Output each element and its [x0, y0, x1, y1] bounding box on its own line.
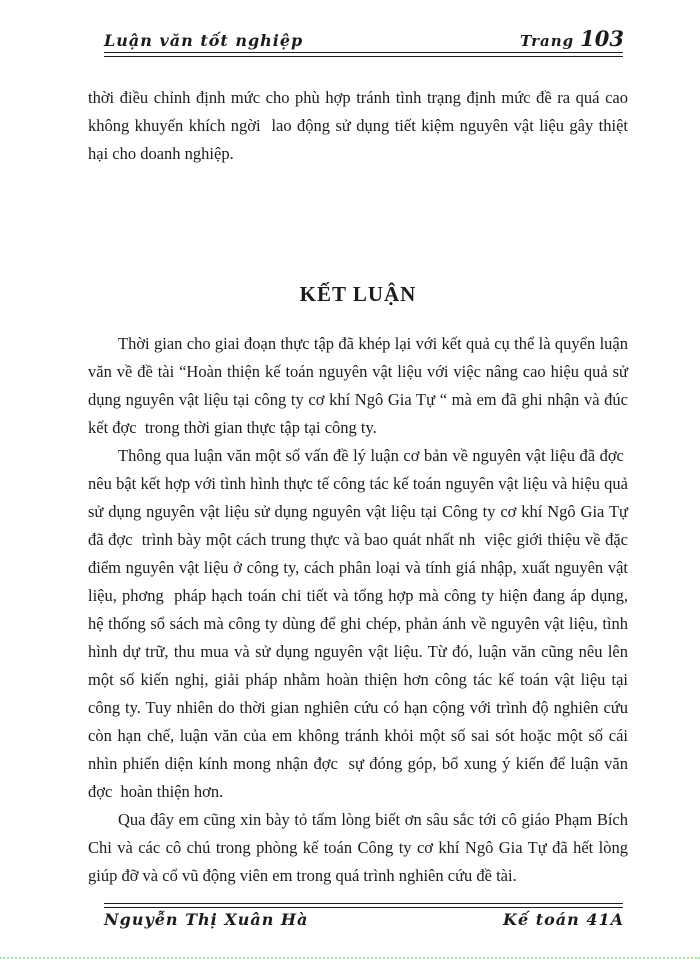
header-page-indicator: [520, 26, 624, 51]
header-page-label: Trang: [520, 32, 575, 50]
conclusion-paragraph-3: Qua đây em cũng xin bày tỏ tấm lòng biết ơn sâu sắc tới cô giáo Phạm Bích Chi và các cô chú trong phòng kế toán Công ty cơ khí Ngô Gia Tự đã hết lòng giúp đỡ và cổ vũ động viên em trong quá trình nghiên cứu đề tài.: [88, 810, 628, 885]
page-footer: [104, 910, 624, 929]
conclusion-heading: KẾT LUẬN: [299, 282, 417, 306]
conclusion-paragraph-2: Thông qua luận văn một số vấn đề lý luận cơ bản về nguyên vật liệu đã đợc nêu bật kết hợp với tình hình thực tế công tác kế toán nguyên vật liệu và hiệu quả sử dụng nguyên vật liệu sử dụng nguyên vật liệu tại Công ty cơ khí Ngô Gia Tự đã đợc trình bày một cách trung thực và bao quát nhất nh việc giới thiệu về đặc điểm nguyên vật liệu ở công ty, cách phân loại và tính giá nhập, xuất nguyên vật liệu, phơng pháp hạch toán chi tiết và tổng hợp mà công ty hiện đang áp dụng, hệ thống sổ sách mà công ty dùng để ghi chép, phản ánh về nguyên vật liệu, tình hình dự trữ, thu mua và sử dụng nguyên vật liệu. Từ đó, luận văn cũng nêu lên một số kiến nghị, giải pháp nhằm hoàn thiện hơn công tác kế toán vật liệu tại công ty. Tuy nhiên do thời gian nghiên cứu có hạn cộng với trình độ nghiên cứu còn hạn chế, luận văn của em không tránh khỏi một số sai sót hoặc một số cái nhìn phiến diện kính mong nhận đợc sự đóng góp, bổ xung ý kiến để luận văn đợc hoàn thiện hơn.: [88, 446, 628, 801]
header-thesis-title: Luận văn tốt nghiệp: [104, 31, 304, 50]
page-header: [104, 26, 624, 51]
footer-class-name: Kế toán 41A: [503, 910, 624, 929]
page-break-dotted-line: [0, 957, 700, 959]
header-page-number: 103: [580, 26, 624, 51]
header-divider-rule: [104, 52, 623, 57]
footer-divider-rule: [104, 903, 623, 908]
document-body: [88, 84, 628, 890]
continued-paragraph: thời điều chỉnh định mức cho phù hợp tránh tình trạng định mức đề ra quá cao không khuyến khích ngời lao động sử dụng tiết kiệm nguyên vật liệu gây thiệt hại cho doanh nghiệp.: [88, 88, 628, 163]
footer-author-name: Nguyễn Thị Xuân Hà: [104, 910, 309, 929]
conclusion-paragraph-1: Thời gian cho giai đoạn thực tập đã khép lại với kết quả cụ thể là quyển luận văn về đề tài “Hoàn thiện kế toán nguyên vật liệu với việc nâng cao hiệu quả sử dụng nguyên vật liệu tại công ty cơ khí Ngô Gia Tự “ mà em đã ghi nhận và đúc kết đợc trong thời gian thực tập tại công ty.: [88, 334, 628, 437]
